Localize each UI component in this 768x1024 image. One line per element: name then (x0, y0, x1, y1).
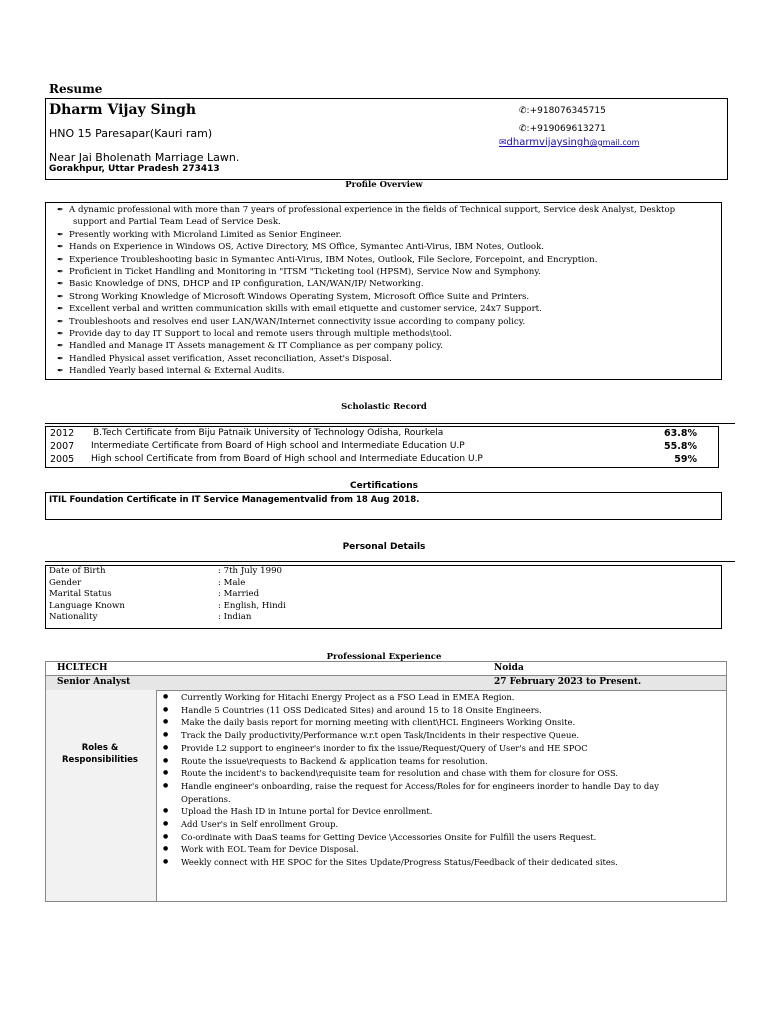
bullet-icon: ● (163, 820, 169, 828)
responsibility-item: ● Currently Working for Hitachi Energy Project as a FSO Lead in EMEA Region. (163, 692, 515, 702)
bullet-icon: ✒ (57, 316, 64, 326)
profile-item: ✒ Troubleshoots and resolves end user LAN/WAN/Internet connectivity issue according to company policy. (57, 316, 526, 327)
email-icon: ✉ (499, 138, 507, 148)
responsibilities-list (163, 691, 723, 869)
responsibility-item: ● Track the Daily productivity/Performance w.r.t open Task/Incidents in their respective Queue. (163, 730, 580, 741)
profile-item: ✒ Basic Knowledge of DNS, DHCP and IP configuration, LAN/WAN/IP/ Networking. (57, 279, 424, 290)
bullet-icon: ● (163, 769, 169, 777)
bullet-icon: ● (163, 743, 169, 751)
profile-item: support and Partial Team Lead of Service Desk. (73, 217, 281, 228)
bullet-icon: ✒ (57, 279, 64, 289)
email-link[interactable]: ✉dharmvijaysingh@gmail.com (499, 137, 640, 148)
profile-item: ✒ Hands on Experience in Windows OS, Active Directory, MS Office, Symantec Anti-Virus, IBM Notes, Outlook. (57, 242, 545, 253)
bullet-icon: ● (163, 832, 169, 840)
profile-item: ✒ A dynamic professional with more than 7 years of professional experience in the fields of Technical support, Service desk Analyst, Desktop (57, 205, 676, 215)
scholastic-desc: High school Certificate from from Board of High school and Intermediate Education U.P (91, 454, 483, 464)
phone-icon: ✆: (519, 106, 530, 116)
bullet-icon: ✒ (57, 329, 64, 339)
bullet-icon: ● (163, 731, 169, 739)
bullet-icon: ✒ (57, 341, 64, 351)
scholastic-desc: Intermediate Certificate from Board of High school and Intermediate Education U.P (91, 441, 465, 451)
bullet-icon: ● (163, 781, 169, 789)
phone-1: ✆:+918076345715 (519, 106, 606, 116)
responsibility-item: ● Make the daily basis report for morning meeting with client\HCL Engineers Working Onsite. (163, 717, 576, 728)
profile-item: ✒ Handled and Manage IT Assets management & IT Compliance as per company policy. (57, 341, 443, 352)
bullet-icon: ✒ (57, 254, 64, 264)
personal-value: : 7th July 1990 (218, 566, 282, 576)
personal-label: Language Known (49, 600, 125, 611)
responsibility-item: ● Weekly connect with HE SPOC for the Sites Update/Progress Status/Feedback of their dedicated sites. (163, 857, 618, 868)
address-line-2: Near Jai Bholenath Marriage Lawn. (49, 151, 240, 164)
bullet-icon: ✒ (57, 291, 64, 301)
bullet-icon: ● (163, 756, 169, 764)
bullet-icon: ● (163, 807, 169, 815)
scholastic-top-line (45, 423, 735, 424)
profile-item: ✒ Excellent verbal and written communication skills with email etiquette and customer service, 24x7 Support. (57, 304, 542, 315)
personal-label: Nationality (49, 612, 98, 623)
scholastic-row (50, 428, 715, 441)
profile-item: ✒ Handled Physical asset verification, Asset reconciliation, Asset's Disposal. (57, 353, 392, 364)
responsibility-item: ● Handle 5 Countries (11 OSS Dedicated Sites) and around 15 to 18 Onsite Engineers. (163, 704, 542, 715)
bullet-icon: ● (163, 858, 169, 866)
certifications-title: Certifications (350, 481, 418, 491)
scholastic-row (50, 441, 715, 454)
scholastic-year: 2005 (50, 454, 75, 465)
profile-item: ✒ Presently working with Microland Limited as Senior Engineer. (57, 229, 342, 240)
roles-label-cell (46, 690, 157, 901)
personal-row (49, 601, 449, 613)
personal-value: : Married (218, 589, 260, 600)
responsibility-item: ● Upload the Hash ID in Intune portal for Device enrollment. (163, 806, 433, 817)
responsibility-item: ● Handle engineer's onboarding, raise the request for Access/Roles for for engineers inorder to handle Day to day Operations. (163, 780, 659, 804)
personal-top-line (45, 561, 735, 562)
profile-item: ✒ Experience Troubleshooting basic in Symantec Anti-Virus, IBM Notes, Outlook, File Seclore, Forcepoint, and Encryption. (57, 254, 598, 265)
bullet-icon: ✒ (57, 267, 64, 277)
personal-list (49, 566, 449, 624)
phone-2: ✆:+919069613271 (519, 124, 606, 134)
bullet-icon: ● (163, 718, 169, 726)
scholastic-table (50, 428, 715, 467)
resume-label: Resume (49, 82, 103, 96)
bullet-icon: ✒ (57, 229, 64, 239)
bullet-icon: ✒ (57, 304, 64, 314)
responsibility-item: ● Add User's in Self enrollment Group. (163, 819, 339, 830)
personal-row (49, 612, 449, 624)
profile-list (57, 204, 675, 378)
address-line-3: Gorakhpur, Uttar Pradesh 273413 (49, 164, 220, 174)
responsibility-item: ● Route the incident's to backend\requisite team for resolution and chase with them for closure for OSS. (163, 768, 619, 779)
personal-row (49, 589, 449, 601)
scholastic-year: 2012 (50, 428, 75, 439)
personal-label: Gender (49, 577, 82, 588)
personal-label: Marital Status (49, 589, 112, 600)
bullet-icon: ✒ (57, 205, 64, 214)
candidate-name: Dharm Vijay Singh (49, 102, 197, 118)
scholastic-score: 55.8% (664, 441, 697, 452)
personal-value: : Male (218, 577, 246, 588)
role-period: 27 February 2023 to Present. (494, 677, 642, 687)
personal-value: : Indian (218, 612, 252, 623)
company-name: HCLTECH (57, 663, 108, 673)
company-row (46, 662, 726, 675)
responsibility-item: ● Route the issue\requests to Backend & application teams for resolution. (163, 755, 488, 766)
certification-text: ITIL Foundation Certificate in IT Service Managementvalid from 18 Aug 2018. (49, 495, 420, 505)
responsibility-item: ● Provide L2 support to engineer's inorder to fix the issue/Request/Query of User's and HE SPOC (163, 742, 588, 753)
responsibility-item: ● Co-ordinate with DaaS teams for Getting Device \Accessories Onsite for Fulfill the users Request. (163, 831, 597, 842)
personal-row (49, 578, 449, 590)
scholastic-score: 63.8% (664, 428, 697, 439)
profile-item: ✒ Handled Yearly based internal & External Audits. (57, 366, 285, 377)
profile-item: ✒ Strong Working Knowledge of Microsoft Windows Operating System, Microsoft Office Suite and Printers. (57, 291, 530, 302)
personal-title: Personal Details (342, 542, 426, 552)
bullet-icon: ✒ (57, 242, 64, 252)
profile-item: ✒ Provide day to day IT Support to local and remote users through multiple methods\tool. (57, 329, 452, 340)
phone-icon: ✆: (519, 124, 530, 134)
scholastic-desc: B.Tech Certificate from Biju Patnaik University of Technology Odisha, Rourkela (93, 428, 444, 438)
address-line-1: HNO 15 Paresapar(Kauri ram) (49, 127, 213, 140)
bullet-icon: ✒ (57, 366, 64, 376)
responsibility-item: ● Work with EOL Team for Device Disposal. (163, 844, 359, 855)
role-title: Senior Analyst (57, 677, 131, 687)
scholastic-row (50, 454, 715, 467)
personal-value: : English, Hindi (218, 600, 286, 611)
personal-label: Date of Birth (49, 566, 106, 576)
bullet-icon: ✒ (57, 353, 64, 363)
profile-item: ✒ Proficient in Ticket Handling and Monitoring in "ITSM "Ticketing tool (HPSM), Service Now and Symphony. (57, 267, 541, 278)
bullet-icon: ● (163, 693, 169, 700)
bullet-icon: ● (163, 845, 169, 853)
profile-title: Profile Overview (345, 180, 423, 190)
company-location: Noida (494, 663, 524, 673)
scholastic-score: 59% (674, 454, 697, 465)
scholastic-title: Scholastic Record (341, 402, 427, 412)
roles-label: Roles & Responsibilities (62, 743, 138, 765)
personal-row (49, 566, 449, 578)
bullet-icon: ● (163, 705, 169, 713)
scholastic-year: 2007 (50, 441, 75, 452)
experience-title: Professional Experience (326, 652, 442, 662)
